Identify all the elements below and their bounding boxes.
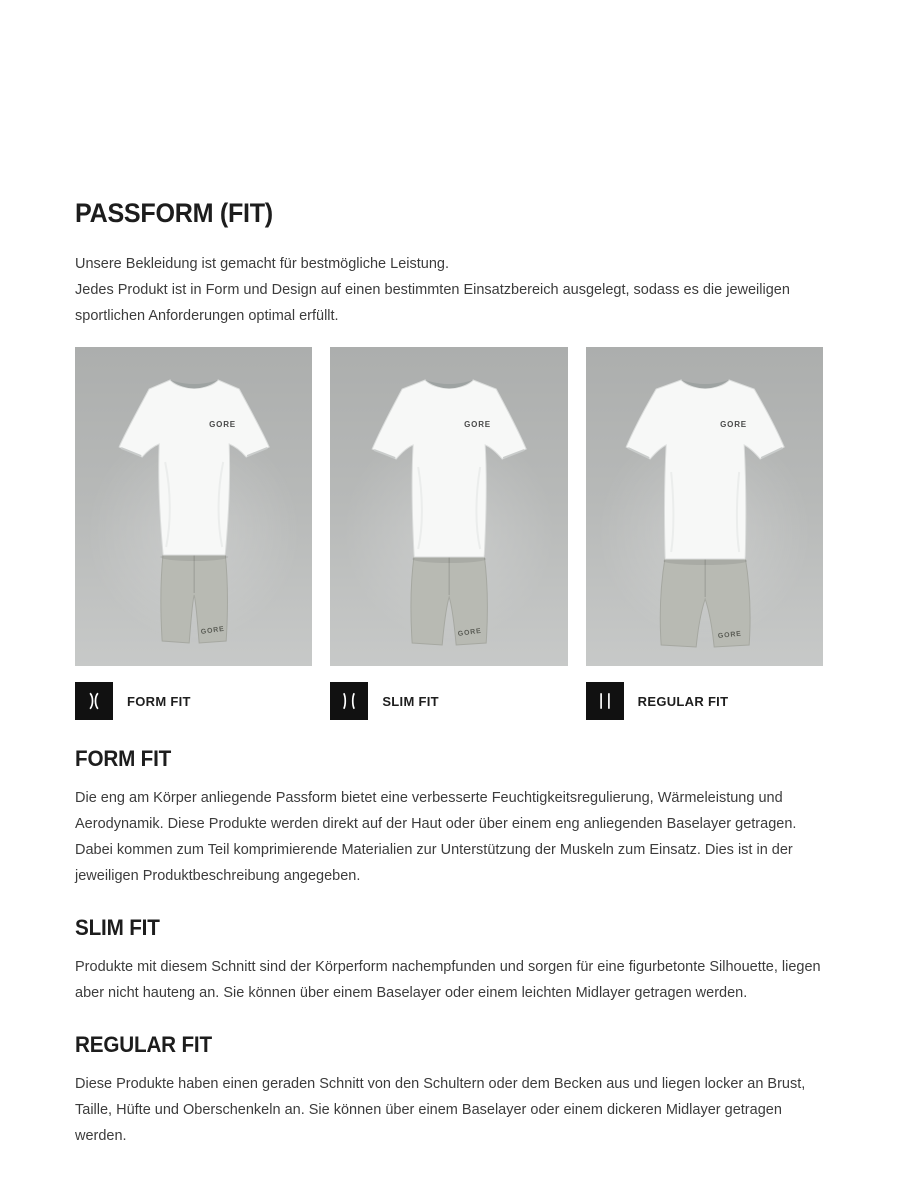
- shirt-shape: [372, 380, 526, 557]
- regular-fit-section: [75, 1032, 823, 1149]
- regular-fit-image: [586, 347, 823, 666]
- chest-logo: GORE: [719, 420, 747, 429]
- form-fit-tag-label: FORM FIT: [127, 693, 191, 709]
- regular-fit-mannequin: [586, 347, 823, 666]
- slim-fit-description: Produkte mit diesem Schnitt sind der Körperform nachempfunden und sorgen für eine figurbetonte Silhouette, liegen aber nicht hauteng an. Sie können über einem Baselayer oder einem leichten Midlayer getragen werden.: [75, 959, 821, 1001]
- slim-fit-icon-glyph: [336, 688, 362, 714]
- fit-column-slim: [330, 347, 567, 720]
- regular-fit-tag-label: REGULAR FIT: [637, 693, 729, 709]
- slim-fit-tag-label: SLIM FIT: [382, 693, 439, 709]
- fit-column-form: [75, 347, 312, 720]
- intro-line-2: Jedes Produkt ist in Form und Design auf einen bestimmten Einsatzbereich ausgelegt, sodass es die jeweiligen sportlichen Anforderungen optimal erfüllt.: [75, 282, 790, 324]
- content-area: [75, 198, 823, 1149]
- form-fit-icon-glyph: [81, 688, 107, 714]
- form-fit-mannequin: [75, 347, 312, 666]
- slim-fit-icon: [330, 682, 368, 720]
- regular-fit-description: Diese Produkte haben einen geraden Schnitt von den Schultern oder dem Becken aus und liegen locker an Brust, Taille, Hüfte und Oberschenkeln an. Sie können über einem Baselayer oder einem dickeren Midlayer getragen werden.: [75, 1076, 806, 1144]
- form-fit-section: [75, 746, 823, 889]
- shorts-logo: GORE: [200, 625, 226, 636]
- slim-fit-section: [75, 915, 823, 1006]
- intro-text: [75, 251, 823, 329]
- slim-fit-image: [330, 347, 567, 666]
- fit-column-regular: [586, 347, 823, 720]
- page-title: PASSFORM (FIT): [75, 198, 273, 228]
- regular-fit-icon: [586, 682, 624, 720]
- slim-fit-heading: SLIM FIT: [75, 915, 160, 940]
- slim-fit-mannequin: [330, 347, 567, 666]
- chest-logo: GORE: [209, 420, 236, 429]
- form-fit-icon: [75, 682, 113, 720]
- form-fit-tag: [75, 682, 312, 720]
- slim-fit-tag: [330, 682, 567, 720]
- shorts-logo: GORE: [717, 630, 742, 640]
- regular-fit-heading: REGULAR FIT: [75, 1032, 212, 1057]
- shorts-logo: GORE: [457, 627, 483, 638]
- chest-logo: GORE: [464, 420, 492, 429]
- regular-fit-tag: [586, 682, 823, 720]
- fit-image-row: [75, 347, 823, 720]
- form-fit-image: [75, 347, 312, 666]
- form-fit-heading: FORM FIT: [75, 746, 172, 771]
- form-fit-description: Die eng am Körper anliegende Passform bietet eine verbesserte Feuchtigkeitsregulierung, Wärmeleistung und Aerodynamik. Diese Produkte werden direkt auf der Haut oder über einem eng anliegenden Baselayer getragen. Dabei kommen zum Teil komprimierende Materialien zur Unterstützung der Muskeln zum Einsatz. Dies ist in der jeweiligen Produktbeschreibung angegeben.: [75, 790, 797, 884]
- shirt-shape: [119, 380, 269, 555]
- intro-line-1: Unsere Bekleidung ist gemacht für bestmögliche Leistung.: [75, 256, 449, 272]
- shirt-shape: [626, 380, 784, 559]
- regular-fit-icon-glyph: [592, 688, 618, 714]
